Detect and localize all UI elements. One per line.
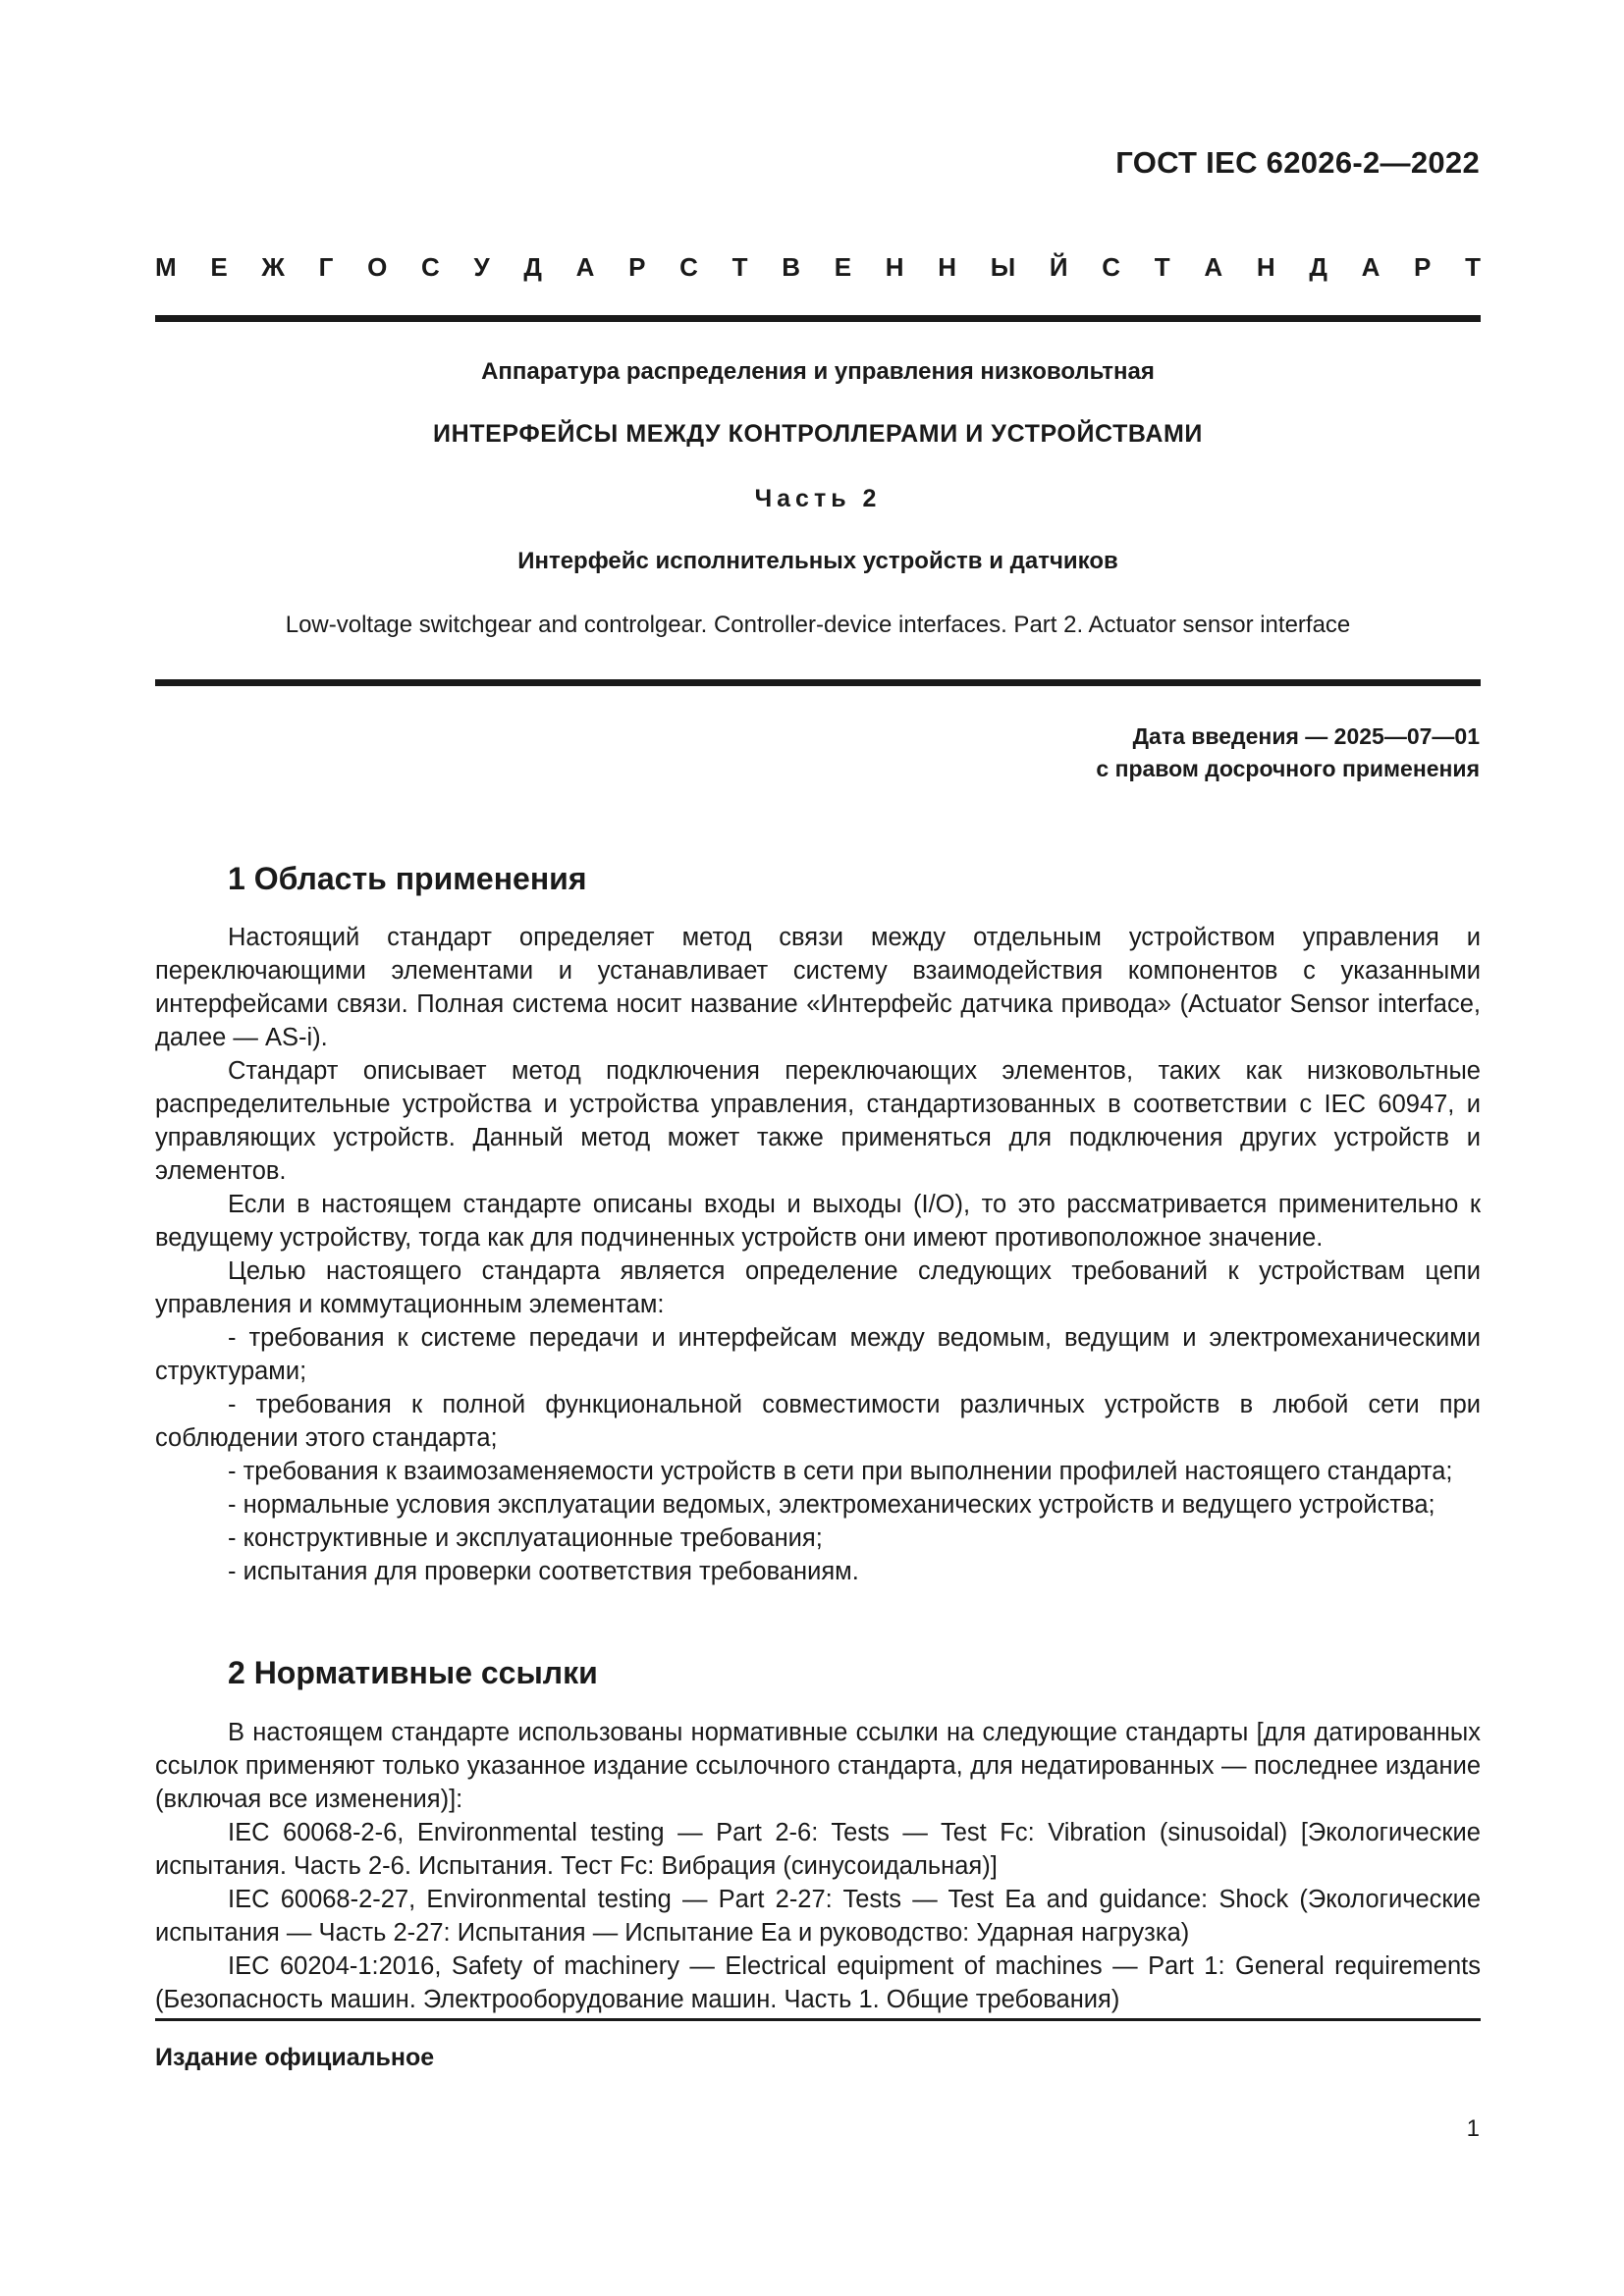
section-1-body bbox=[155, 921, 1481, 1588]
paragraph: Настоящий стандарт определяет метод связи между отдельным устройством управления и переключающими элементами и устанавливает систему взаимодействия компонентов с указанными интерфейсами связи. Полная система носит название «Интерфейс датчика привода» (Actuator Sensor interface, далее — AS-i). bbox=[155, 924, 1481, 1051]
english-title: Low-voltage switchgear and controlgear. Controller-device interfaces. Part 2. Actuator sensor interface bbox=[285, 612, 1351, 638]
paragraph: Стандарт описывает метод подключения переключающих элементов, таких как низковольтные распределительные устройства и устройства управления, стандартизованных в соответствии с IEC 60947, и управляющих устройств. Данный метод может также применяться для подключения других устройств и элементов. bbox=[155, 1057, 1481, 1185]
reference-item: IEC 60068-2-27, Environmental testing — Part 2-27: Tests — Test Ea and guidance: Shock (Экологические испытания — Часть 2-27: Испытания — Испытание Ea и руководство: Ударная нагрузка) bbox=[155, 1886, 1481, 1947]
official-edition: Издание официальное bbox=[155, 2044, 435, 2071]
top-rule bbox=[155, 315, 1481, 322]
paragraph: В настоящем стандарте использованы нормативные ссылки на следующие стандарты [для датированных ссылок применяют только указанное издание ссылочного стандарта, для недатированных — последнее издание (включая все изменения)]: bbox=[155, 1719, 1481, 1813]
list-item: - испытания для проверки соответствия требованиям. bbox=[228, 1558, 859, 1585]
title-line-2: ИНТЕРФЕЙСЫ МЕЖДУ КОНТРОЛЛЕРАМИ И УСТРОЙСТВАМИ bbox=[433, 420, 1203, 448]
standard-type: М Е Ж Г О С У Д А Р С Т В Е Н Н Ы Й С Т А Н Д А Р Т bbox=[155, 252, 1481, 282]
page-number: 1 bbox=[1466, 2115, 1480, 2142]
title-line-3: Интерфейс исполнительных устройств и датчиков bbox=[517, 548, 1118, 574]
section-2-heading: 2 Нормативные ссылки bbox=[228, 1655, 598, 1690]
effective-date: Дата введения — 2025—07—01 bbox=[1132, 723, 1480, 749]
reference-item: IEC 60068-2-6, Environmental testing — Part 2-6: Tests — Test Fc: Vibration (sinusoidal) [Экологические испытания. Часть 2-6. Испытания. Тест Fc: Вибрация (синусоидальная)] bbox=[155, 1819, 1481, 1880]
part-label: Часть 2 bbox=[754, 485, 882, 512]
title-rule bbox=[155, 679, 1481, 686]
paragraph: Если в настоящем стандарте описаны входы и выходы (I/O), то это рассматривается применительно к ведущему устройству, тогда как для подчиненных устройств они имеют противоположное значение. bbox=[155, 1191, 1481, 1252]
list-item: - конструктивные и эксплуатационные требования; bbox=[228, 1524, 823, 1552]
early-application: с правом досрочного применения bbox=[1096, 756, 1480, 781]
section-2-body bbox=[155, 1716, 1481, 2016]
list-item: - требования к полной функциональной совместимости различных устройств в любой сети при соблюдении этого стандарта; bbox=[155, 1391, 1481, 1452]
standard-code: ГОСТ IEC 62026-2—2022 bbox=[1115, 145, 1480, 180]
reference-item: IEC 60204-1:2016, Safety of machinery — Electrical equipment of machines — Part 1: General requirements (Безопасность машин. Электрооборудование машин. Часть 1. Общие требования) bbox=[155, 1952, 1481, 2013]
title-line-1: Аппаратура распределения и управления низковольтная bbox=[481, 358, 1155, 385]
footer-rule bbox=[155, 2018, 1481, 2021]
list-item: - требования к взаимозаменяемости устройств в сети при выполнении профилей настоящего стандарта; bbox=[228, 1458, 1453, 1485]
paragraph: Целью настоящего стандарта является определение следующих требований к устройствам цепи управления и коммутационным элементам: bbox=[155, 1257, 1481, 1318]
section-1-heading: 1 Область применения bbox=[228, 861, 587, 896]
effective-date-block bbox=[1096, 721, 1480, 785]
list-item: - нормальные условия эксплуатации ведомых, электромеханических устройств и ведущего устройства; bbox=[228, 1491, 1435, 1519]
list-item: - требования к системе передачи и интерфейсам между ведомым, ведущим и электромеханическими структурами; bbox=[155, 1324, 1481, 1385]
